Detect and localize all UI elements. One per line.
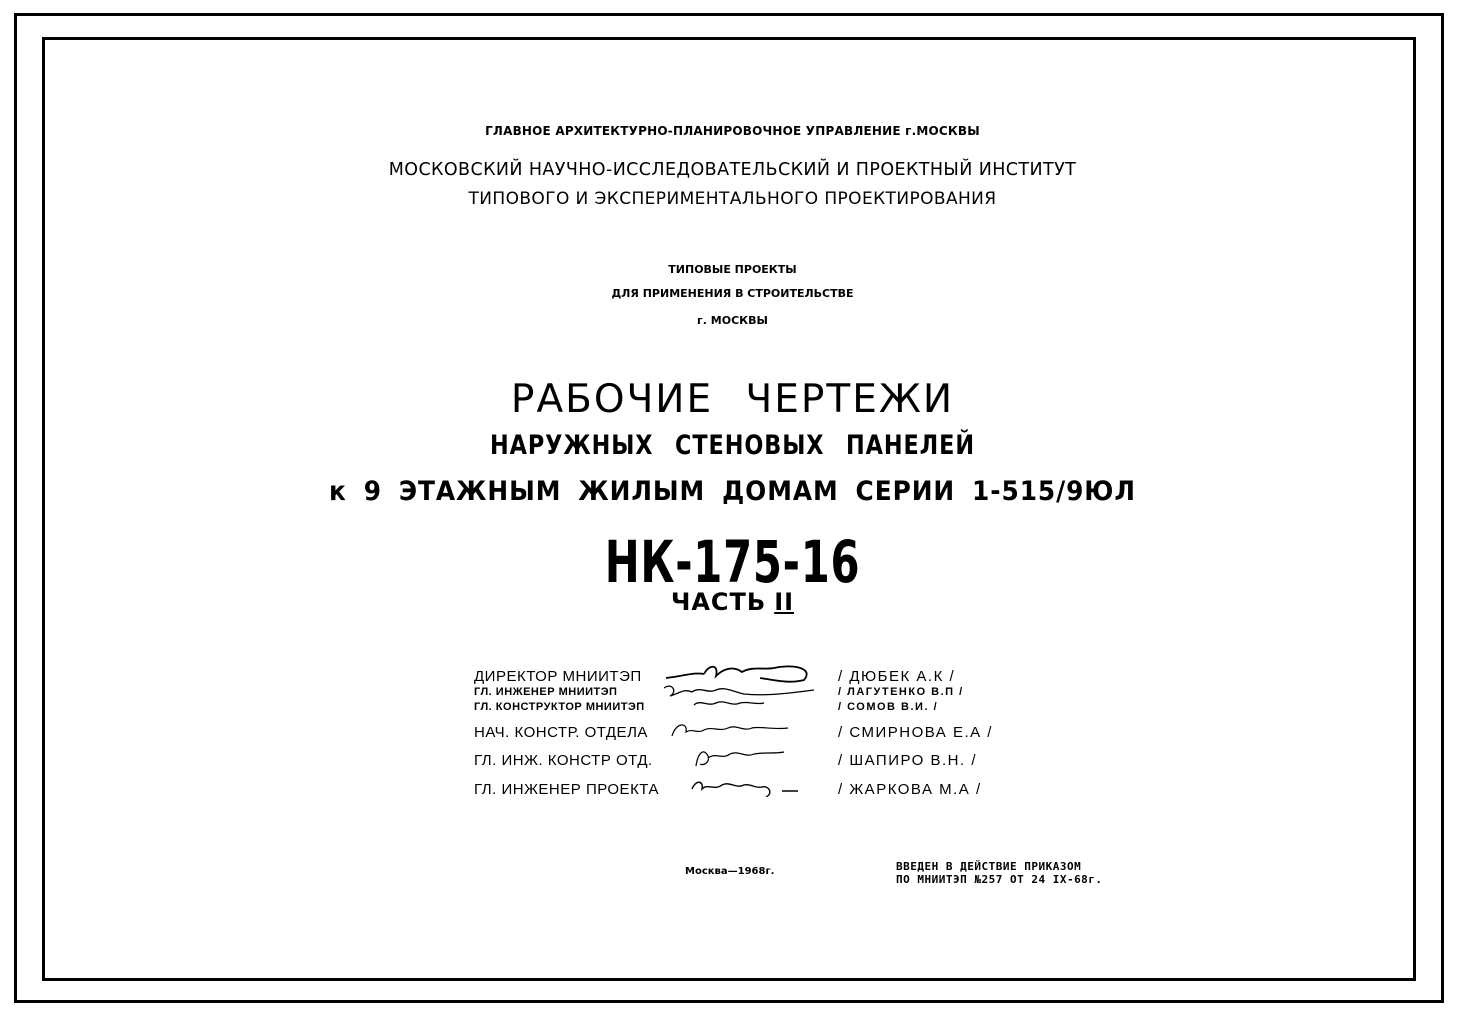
enactment-order-line1: ВВЕДЕН В ДЕЙСТВИЕ ПРИКАЗОМ xyxy=(896,860,1082,873)
document-title: РАБОЧИЕ ЧЕРТЕЖИ xyxy=(510,377,955,422)
signatory-name: / СМИРНОВА Е.А / xyxy=(838,724,993,741)
document-subtitle-line2: к 9 ЭТАЖНЫМ ЖИЛЫМ ДОМАМ СЕРИИ 1-515/9ЮЛ xyxy=(329,476,1136,507)
signature-row xyxy=(474,724,1034,744)
signatory-role: ГЛ. ИНЖЕНЕР МНИИТЭП xyxy=(474,686,618,698)
document-subtitle-line1: НАРУЖНЫХ СТЕНОВЫХ ПАНЕЛЕЙ xyxy=(490,430,975,461)
part-word: ЧАСТЬ xyxy=(670,588,767,616)
signature-row xyxy=(474,781,1034,801)
handwritten-signature xyxy=(664,695,824,717)
signatory-role: ГЛ. ИНЖЕНЕР ПРОЕКТА xyxy=(474,781,659,798)
series-line1: ТИПОВЫЕ ПРОЕКТЫ xyxy=(668,263,797,276)
city-year: Москва—1968г. xyxy=(685,866,775,877)
organization-header: ГЛАВНОЕ АРХИТЕКТУРНО-ПЛАНИРОВОЧНОЕ УПРАВЛЕНИЕ г.МОСКВЫ xyxy=(485,124,980,138)
handwritten-signature xyxy=(664,775,824,797)
signatory-name: / СОМОВ В.И. / xyxy=(838,701,939,713)
institute-name-line1: МОСКОВСКИЙ НАУЧНО-ИССЛЕДОВАТЕЛЬСКИЙ И ПРОЕКТНЫЙ ИНСТИТУТ xyxy=(388,160,1077,180)
signatory-name: / ШАПИРО В.Н. / xyxy=(838,752,977,769)
enactment-order-line2: ПО МНИИТЭП №257 ОТ 24 IX-68г. xyxy=(896,873,1103,886)
project-code: НК-175-16 xyxy=(604,528,861,596)
signatory-name: / ЖАРКОВА М.А / xyxy=(838,781,982,798)
signatory-name: / ДЮБЕК А.К / xyxy=(838,668,956,685)
signatory-role: ГЛ. ИНЖ. КОНСТР ОТД. xyxy=(474,752,653,769)
handwritten-signature xyxy=(664,746,824,768)
signatory-name: / ЛАГУТЕНКО В.П / xyxy=(838,686,964,698)
part-number: II xyxy=(774,588,795,616)
part-label xyxy=(0,588,1465,616)
series-line2: ДЛЯ ПРИМЕНЕНИЯ В СТРОИТЕЛЬСТВЕ xyxy=(611,287,854,300)
series-line3: г. МОСКВЫ xyxy=(697,314,768,327)
signatory-role: ГЛ. КОНСТРУКТОР МНИИТЭП xyxy=(474,701,645,713)
signatory-role: НАЧ. КОНСТР. ОТДЕЛА xyxy=(474,724,648,741)
signature-row xyxy=(474,752,1034,772)
institute-name-line2: ТИПОВОГО И ЭКСПЕРИМЕНТАЛЬНОГО ПРОЕКТИРОВАНИЯ xyxy=(468,189,997,209)
signatory-role: ДИРЕКТОР МНИИТЭП xyxy=(474,668,642,685)
handwritten-signature xyxy=(664,718,824,740)
enactment-order xyxy=(896,860,1103,886)
